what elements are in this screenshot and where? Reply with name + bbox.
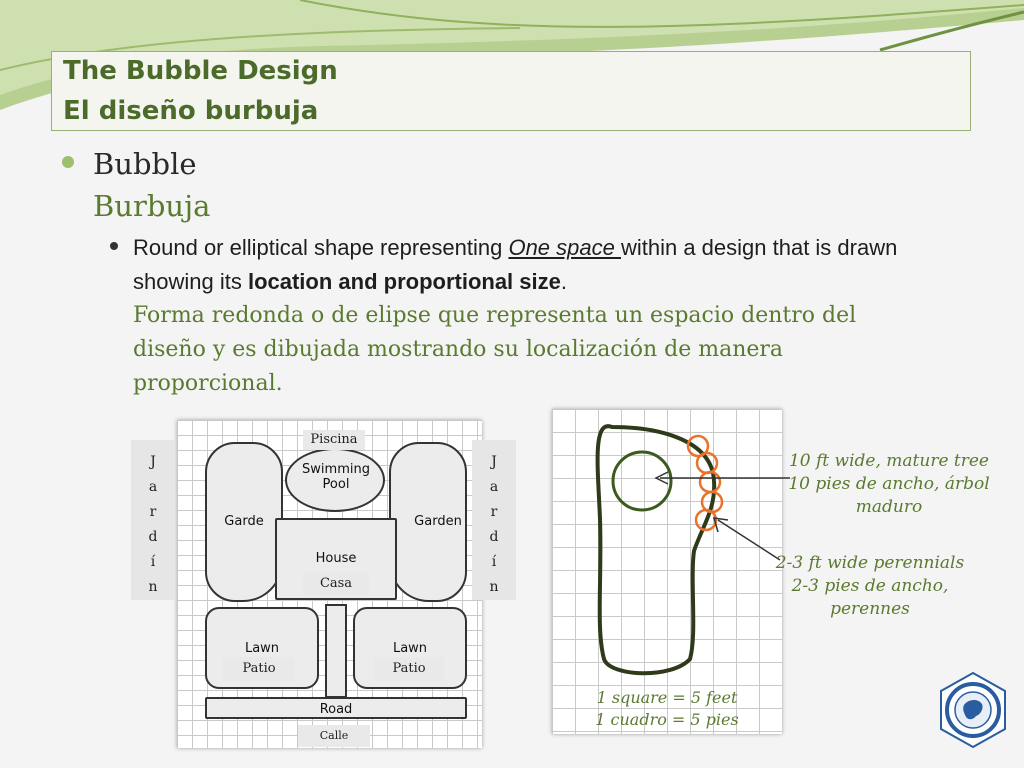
definition-part2: within a design that is drawn showing its (133, 235, 898, 294)
tree-annotation-spanish: 10 pies de ancho, árbol maduro (788, 474, 990, 517)
tree-annotation (782, 450, 996, 519)
plant-bed-drawing (552, 409, 782, 734)
title-english: The Bubble Design (63, 56, 338, 86)
definition-spanish: Forma redonda o de elipse que representa un espacio dentro del diseño y es dibujada mostrando su localización de manera proporcional. (133, 303, 857, 396)
title-spanish: El diseño burbuja (63, 96, 319, 126)
perennial-annotation-spanish: 2-3 pies de ancho, perennes (791, 576, 949, 619)
jardin-letter: í (150, 554, 156, 570)
tree-annotation-english: 10 ft wide, mature tree (788, 451, 989, 471)
bullet-dot-level1 (62, 156, 74, 168)
jardin-letter: n (489, 579, 499, 595)
title-box (51, 51, 971, 131)
jardin-letter: d (148, 529, 158, 545)
university-seal-icon (938, 671, 1008, 749)
scale-spanish: 1 cuadro = 5 pies (595, 710, 739, 729)
piscina-label: Piscina (303, 430, 365, 450)
perennial-annotation-english: 2-3 ft wide perennials (775, 553, 965, 573)
bubble-plan-diagram (177, 420, 482, 748)
definition-underline: One space (508, 235, 621, 260)
bullet-bubble (93, 143, 210, 227)
jardin-letter: í (491, 554, 497, 570)
scale-english: 1 square = 5 feet (596, 688, 738, 707)
definition-part1: Round or elliptical shape representing (133, 235, 509, 260)
jardin-letter: r (490, 504, 498, 520)
bullet-bubble-spanish: Burbuja (93, 189, 211, 223)
driveway-bubble (325, 604, 347, 698)
definition-end: . (560, 269, 567, 294)
scale-label (592, 687, 742, 731)
plant-bubble-diagram (552, 409, 782, 734)
definition-english (133, 231, 973, 299)
bullet-bubble-english: Bubble (93, 147, 197, 181)
jardin-letter: r (149, 504, 157, 520)
jardin-letter: d (489, 529, 499, 545)
jardin-right-label (472, 440, 516, 600)
garden-right-label: Garden (414, 514, 462, 529)
patio-right-label: Patio (374, 657, 444, 681)
bullet-dot-level2 (110, 242, 118, 250)
jardin-letter: J (491, 454, 497, 470)
house-label: House (315, 551, 357, 566)
jardin-letter: a (489, 479, 499, 495)
lawn-right-label: Lawn (392, 641, 428, 656)
jardin-letter: a (148, 479, 158, 495)
definition-bold: location and proportional size (247, 269, 561, 294)
swimming-pool-label: Swimming Pool (302, 462, 370, 492)
garden-left-label: Garde (224, 514, 264, 529)
jardin-letter: J (150, 454, 156, 470)
perennial-annotation (770, 552, 970, 621)
patio-left-label: Patio (223, 657, 295, 681)
lawn-left-label: Lawn (244, 641, 280, 656)
jardin-letter: n (148, 579, 158, 595)
road-label: Road (319, 702, 353, 717)
casa-label: Casa (303, 573, 369, 595)
jardin-left-label (131, 440, 175, 600)
calle-label: Calle (298, 725, 370, 747)
